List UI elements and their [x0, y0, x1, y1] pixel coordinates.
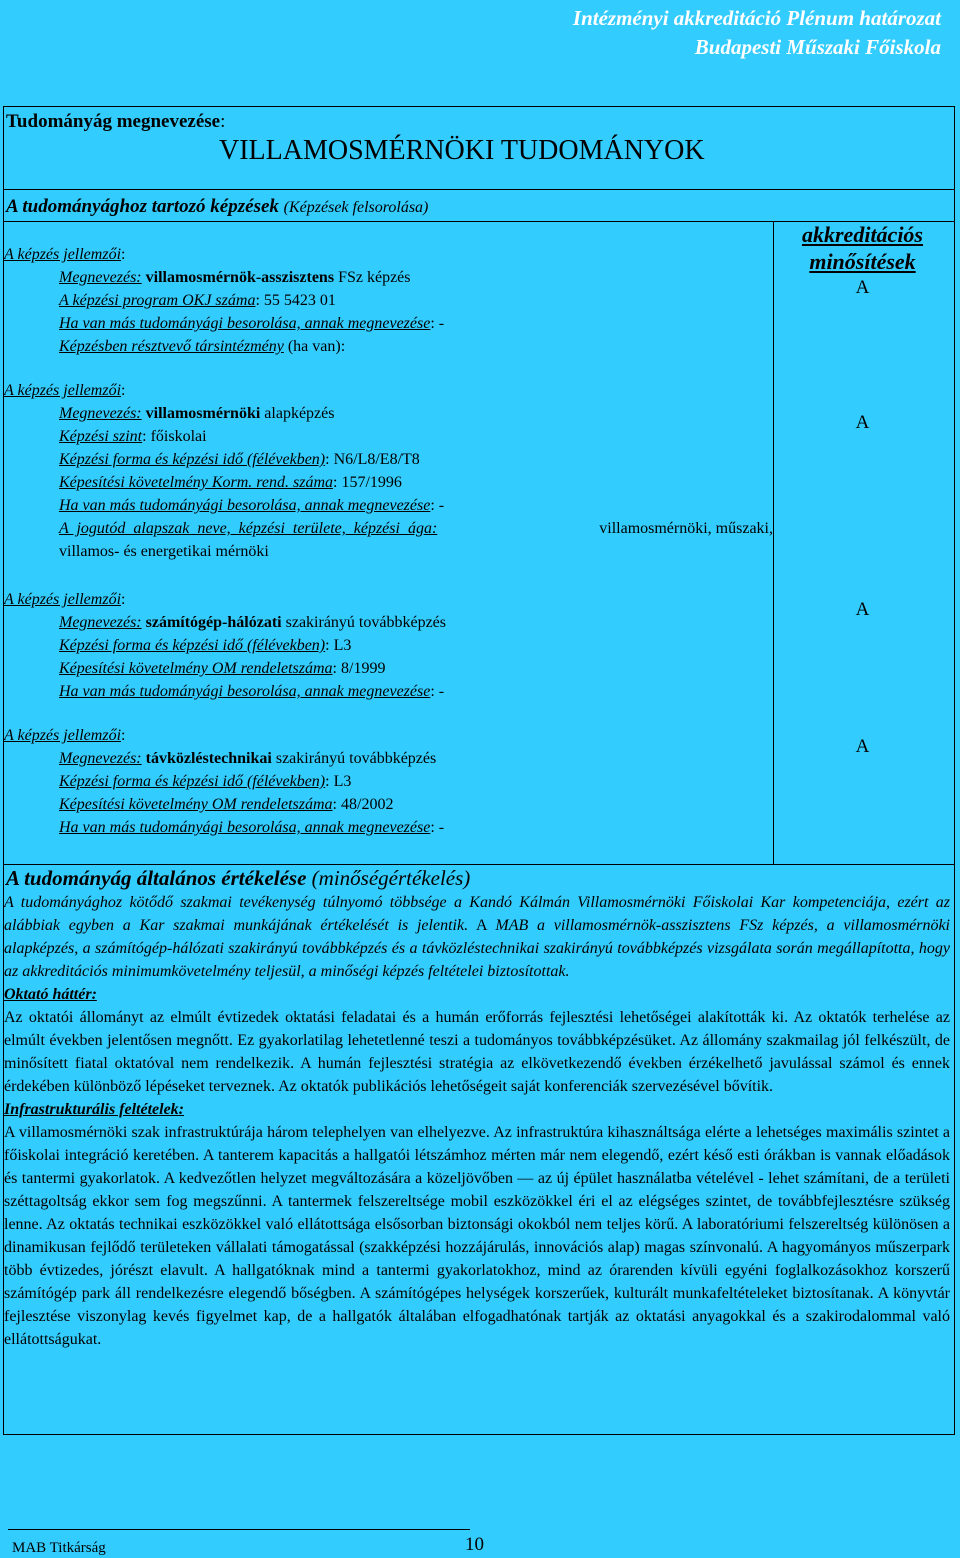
program-1-label-colon: : — [121, 246, 126, 263]
programs-heading-main: A tudományághoz tartozó képzések — [6, 196, 279, 217]
program-3-name: számítógép-hálózati — [145, 614, 282, 631]
program-2-name-label: Megnevezés: — [59, 405, 142, 422]
grade-program-1: A — [855, 277, 870, 298]
program-1-okj-value: : 55 5423 01 — [255, 292, 336, 309]
evaluation-intro — [4, 891, 950, 983]
grade-column-divider — [773, 222, 774, 864]
program-2-other-label: Ha van más tudományági besorolása, annak megnevezése — [59, 497, 431, 514]
program-3-name-row — [59, 611, 446, 634]
grades-header-line1: akkreditációs — [802, 222, 923, 247]
staff-text: Az oktatói állományt az elmúlt évtizedek oktatási feladatai és a humán erőforrás fejlesztési lehetőségei alakították ki. Az oktatók terhelése az elmúlt években jelentősen megnőtt. Ez gyakorlatilag lehetetlenné teszi a tudományos továbbképzésüket. Az állomány szakmailag jól felkészült, de minősített fiatal oktatóval nem rendelkezik. A humán fejlesztési stratégia az elkövetkezendő években érzékelhető javulással számol és ennek érdekében különböző lépéseket terveznek. Az oktatók publikációs lehetőségeit saját konferenciák szervezésével bővítik. — [4, 1009, 950, 1095]
program-2-form-label: Képzési forma és képzési idő (félévekben) — [59, 451, 326, 468]
infra-text: A villamosmérnöki szak infrastruktúrája három telephelyen van elhelyezve. Az infrastruktúra kihasználtsága elérte a lehetséges maximális szintet a főiskolai integráció keretében. A tanterem kapacitás a hallgatói létszámhoz mérten már nem elegendő, ezért késő esti órákban is vannak előadások és tantermi gyakorlatok. A kedvezőtlen helyzet megváltozására a közeljövőben — az új épület használatba vételével - lehet számítani, de a területi széttagoltság ekkor sem fog megszűnni. A tantermek felszereltsége mobil eszközökkel éri el az elégséges szintet, de továbbfejlesztésre szükség lenne. Az oktatás technikai eszközökkel való ellátottsága elsősorban biztonsági okokból nem teljes körű. A laboratóriumi felszereltség különösen a dinamikusan fejlődő területeken vállalati támogatással (szakképzési hozzájárulás, innovációs alap) magas színvonalú. A hagyományos műszerpark több évtizedes, jórészt elavult. A hallgatóknak mind a tantermi gyakorlatokhoz, mind az órarenden kívüli egyéni foglalkozásokhoz korszerű számítógép park áll rendelkezésre elegendő bőségben. A számítógépes helységek korszerűek, kulturált munkafeltételeket biztosítanak. A könyvtár fejlesztése viszonylag kevés figyelmet kap, de a hallgatók általában elfogadhatónak tartják az oktatási anyagokkal és a szakirodalommal való ellátottságukat. — [4, 1124, 950, 1348]
program-1-partner-row — [59, 335, 345, 358]
footer-left: MAB Titkárság — [12, 1540, 106, 1556]
program-2-successor-label: A jogutód alapszak neve, képzési területe, képzési ága: — [59, 520, 438, 537]
program-2-level-row — [59, 425, 207, 448]
program-2-name-rest: alapképzés — [264, 405, 335, 422]
program-4-label-colon: : — [121, 727, 126, 744]
program-2-req-row — [59, 471, 402, 494]
program-2-form-row — [59, 448, 420, 471]
document-header — [573, 4, 941, 62]
program-2-successor-value-2: villamos- és energetikai mérnöki — [59, 543, 269, 560]
program-1-label: A képzés jellemzői — [4, 246, 122, 263]
field-name: VILLAMOSMÉRNÖKI TUDOMÁNYOK — [219, 135, 705, 166]
program-2-label: A képzés jellemzői — [4, 382, 122, 399]
program-3-other-label: Ha van más tudományági besorolása, annak megnevezése — [59, 683, 431, 700]
program-1-partner-value: (ha van): — [283, 338, 346, 355]
program-3-req-value: : 8/1999 — [332, 660, 386, 677]
program-3-label-colon: : — [121, 591, 126, 608]
program-3-other-row — [59, 680, 444, 703]
program-4-req-label: Képesítési követelmény OM rendeletszáma — [59, 796, 333, 813]
program-3-label-row — [4, 588, 125, 611]
header-title: Intézményi akkreditáció Plénum határozat — [572, 6, 941, 30]
programs-heading-sub: (Képzések felsorolása) — [283, 199, 429, 216]
program-2-name: villamosmérnöki — [145, 405, 261, 422]
program-2-successor-value-1: villamosmérnöki, műszaki, — [599, 520, 773, 537]
program-1-name: villamosmérnök-asszisztens — [145, 269, 335, 286]
program-2-form-value: : N6/L8/E8/T8 — [325, 451, 420, 468]
program-2-other-value: : - — [430, 497, 445, 514]
infra-heading: Infrastrukturális feltételek: — [4, 1101, 185, 1118]
program-4-other-label: Ha van más tudományági besorolása, annak megnevezése — [59, 819, 431, 836]
program-3-req-row — [59, 657, 385, 680]
program-2-label-row — [4, 379, 125, 402]
program-1-name-label: Megnevezés: — [59, 269, 142, 286]
program-4-other-row — [59, 816, 444, 839]
program-2-name-row — [59, 402, 334, 425]
program-1-name-row — [59, 266, 411, 289]
program-1-okj-label: A képzési program OKJ száma — [59, 292, 256, 309]
program-2-req-value: : 157/1996 — [333, 474, 402, 491]
grade-program-3: A — [855, 599, 870, 620]
program-2-successor-row — [59, 517, 773, 540]
grade-program-4: A — [855, 736, 870, 757]
program-1-name-rest: FSz képzés — [338, 269, 411, 286]
grades-header-line2: minősítések — [809, 249, 916, 274]
program-3-label: A képzés jellemzői — [4, 591, 122, 608]
program-1-other-value: : - — [430, 315, 445, 332]
program-2-other-row — [59, 494, 444, 517]
program-4-name-label: Megnevezés: — [59, 750, 142, 767]
header-institution: Budapesti Műszaki Főiskola — [694, 35, 941, 59]
program-4-form-label: Képzési forma és képzési idő (félévekben) — [59, 773, 326, 790]
field-label-row — [6, 109, 225, 135]
evaluation-body — [4, 891, 950, 1351]
evaluation-heading-main: A tudományág általános értékelése — [6, 866, 307, 890]
program-1-okj-row — [59, 289, 336, 312]
program-1-label-row — [4, 243, 125, 266]
program-3-form-row — [59, 634, 351, 657]
program-2-level-value: : főiskolai — [142, 428, 207, 445]
evaluation-intro-a: A — [468, 917, 496, 934]
grade-program-2: A — [855, 412, 870, 433]
program-3-name-label: Megnevezés: — [59, 614, 142, 631]
program-1-partner-label: Képzésben résztvevő társintézmény — [59, 338, 284, 355]
table-divider — [4, 189, 954, 190]
program-4-label-row — [4, 724, 125, 747]
program-4-name-rest: szakirányú továbbképzés — [275, 750, 437, 767]
program-4-label: A képzés jellemzői — [4, 727, 122, 744]
programs-heading — [6, 194, 428, 221]
evaluation-heading-sub: (minőségértékelés) — [311, 866, 471, 890]
program-1-other-label: Ha van más tudományági besorolása, annak megnevezése — [59, 315, 431, 332]
program-3-form-label: Képzési forma és képzési idő (félévekben) — [59, 637, 326, 654]
program-3-other-value: : - — [430, 683, 445, 700]
evaluation-heading — [6, 865, 470, 891]
footer-divider — [8, 1529, 470, 1530]
program-4-form-value: : L3 — [325, 773, 352, 790]
program-4-name: távközléstechnikai — [145, 750, 272, 767]
program-1-other-row — [59, 312, 444, 335]
program-2-label-colon: : — [121, 382, 126, 399]
program-3-form-value: : L3 — [325, 637, 352, 654]
program-3-req-label: Képesítési követelmény OM rendeletszáma — [59, 660, 333, 677]
evaluation-intro-italic: A tudományághoz kötődő szakmai tevékenység túlnyomó többsége a Kandó Kálmán Villamosmérnöki Főiskolai Kar kompetenciája, ezért az alábbiak egyben a Kar szakmai munkájának értékelését is jelentik. — [4, 894, 950, 934]
program-4-req-row — [59, 793, 393, 816]
program-4-other-value: : - — [430, 819, 445, 836]
program-4-form-row — [59, 770, 351, 793]
field-label: Tudományág megnevezése — [6, 111, 221, 132]
program-2-level-label: Képzési szint — [59, 428, 143, 445]
program-4-name-row — [59, 747, 436, 770]
program-3-name-rest: szakirányú továbbképzés — [285, 614, 446, 631]
grades-header — [774, 221, 951, 275]
program-4-req-value: : 48/2002 — [332, 796, 394, 813]
field-label-colon: : — [220, 111, 226, 132]
evaluation-intro-rest: MAB a villamosmérnök-asszisztens FSz képzés, a villamosmérnöki alapképzés, a számítógép-hálózati szakirányú továbbképzés és a távközléstechnikai szakirányú továbbképzés vizsgálata során megállapította, hogy az akkreditációs minimumkövetelmény teljesül, a minőségi képzés feltételei biztosítottak. — [4, 917, 950, 980]
program-2-req-label: Képesítési követelmény Korm. rend. száma — [59, 474, 334, 491]
staff-heading: Oktató háttér: — [4, 986, 97, 1003]
page-number: 10 — [465, 1534, 484, 1555]
